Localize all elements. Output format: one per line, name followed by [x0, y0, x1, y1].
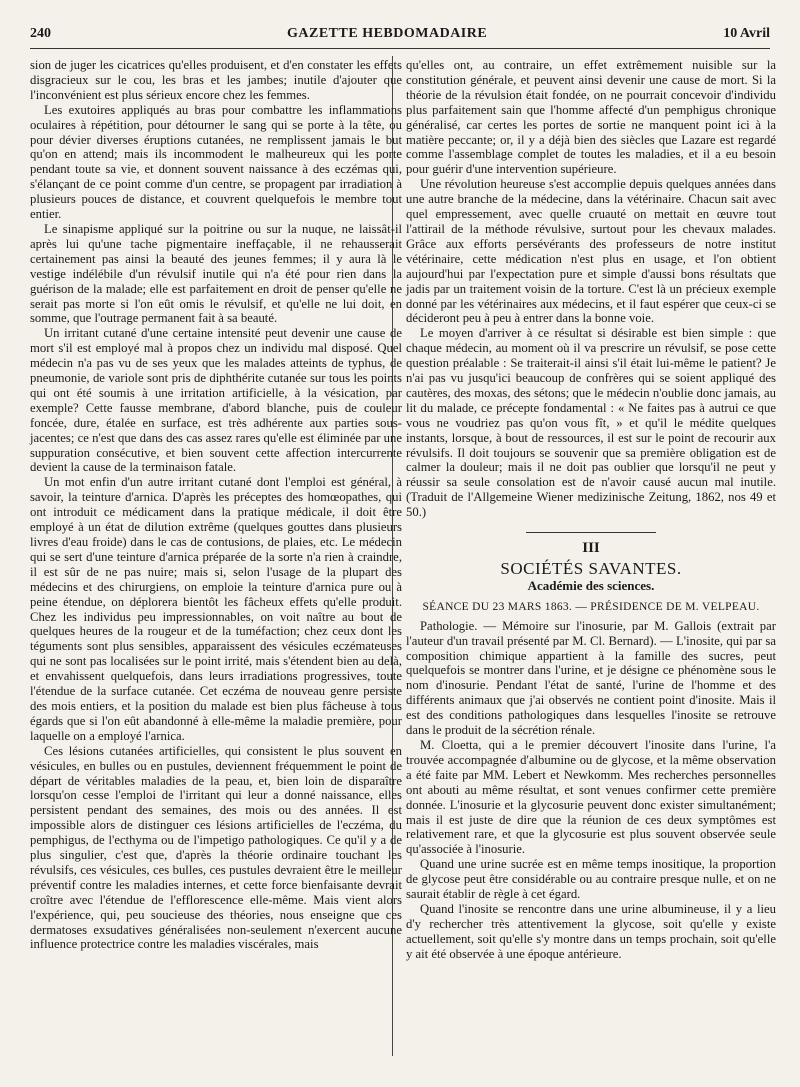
paragraph: Quand une urine sucrée est en même temps inositique, la proportion de glycose peut être considérable ou au contraire presque nulle, et on ne saurait établir de règle à cet égard.: [406, 857, 776, 902]
academy-heading: Académie des sciences.: [527, 577, 655, 593]
section-divider: [526, 532, 656, 533]
paragraph: M. Cloetta, qui a le premier découvert l'inosite dans l'urine, l'a trouvée accompagnée d'albumine ou de glycose, et la même observation a été faite par MM. Lebert et Newkomm. Mes recherches personnelles ont abouti au même résultat, et sont venues confirmer cette première donnée. L'inosurie et la glycosurie peuvent donc exister simultanément; mais il est juste de dire que la réunion de ces deux symptômes est relativement rare, et que la glycosurie est plus souvent observée seule qu'associée à l'inosurie.: [406, 737, 776, 857]
paragraph: Un mot enfin d'un autre irritant cutané dont l'emploi est général, à savoir, la teinture d'arnica. D'après les préceptes des homœopathes, qui ont introduit ce médicament dans la pratique médicale, il doit être employé à un état de dilution extrême (quelques gouttes dans plusieurs livres d'eau froide) dans le cas de contusions, de plaies, etc. Le médecin qui se sert d'une teinture d'arnica préparée de la sorte n'a rien à craindre, il est sûr de ne pas nuire; mais si, selon l'usage de la plupart des médecins et des chirurgiens, on emploie la teinture d'arnica pure ou à peine étendue, on déplorera bientôt les fâcheux effets qu'elle produit. Chez les individus peu impressionnables, on voit naître au bout de quelques heures de la rougeur et de la tuméfaction; chez ceux dont les téguments sont plus sensibles, apparaissent des vésicules eczémateuses qui ne sont pas localisées sur le point irrité, mais s'étendent bien au delà, et envahissent quelquefois, dans leurs irradiations progressives, toute l'étendue de la surface cutanée. Cet eczéma de nouveau genre persiste des mois entiers, et la position du malade est bien plus fâcheuse à tous égards que si l'on eût abandonné à elle-même la maladie première, pour laquelle on a employé l'arnica.: [30, 475, 402, 743]
paragraph: qu'elles ont, au contraire, un effet extrêmement nuisible sur la constitution générale, et peuvent ainsi devenir une cause de mort. Si la théorie de la révulsion était fondée, on ne pourrait concevoir d'individu plus parfaitement sain que l'homme affecté d'un pemphigus chronique généralisé, car certes les portes de sortie ne manquent point ici à la matière peccante; or, il y a déjà bien des siècles que Lazare est regardé comme l'assemblage complet de toutes les maladies, et il a eu besoin pour guérir d'une intervention supérieure.: [406, 58, 776, 177]
right-column: [406, 58, 776, 962]
section-title: SOCIÉTÉS SAVANTES.: [500, 559, 682, 578]
paragraph: Le moyen d'arriver à ce résultat si désirable est bien simple : que chaque médecin, au moment où il va prescrire un révulsif, se pose cette question préalable : Se traiterait-il ainsi s'il était lui-même le patient? Je n'ai pas vu jusqu'ici beaucoup de confrères qui se soient appliqué des cautères, des moxas, des sétons; que le médecin n'oublie donc jamais, au lit du malade, ce précepte fondamental : « Ne faites pas à autrui ce que vous ne voudriez pas qu'on vous fît, » et qu'il le médite quelques instants, lorsque, à bout de ressources, il est sur le point de recourir aux révulsifs. Il doit toujours se souvenir que sa première obligation est de calmer la douleur; mais il ne doit pas oublier que lorsqu'il ne peut y réussir sa seule consolation est de n'avoir causé aucun mal inutile. (Traduit de l'Allgemeine Wiener medizinische Zeitung, 1862, nos 49 et 50.): [406, 326, 776, 520]
paragraph: Pathologie. — Mémoire sur l'inosurie, par M. Gallois (extrait par l'auteur d'un travail présenté par M. Cl. Bernard). — L'inosite, qui par sa composition chimique appartient à la famille des sucres, peut quelquefois se montrer dans l'urine, et je désigne ce phénomène sous le nom d'inosurie. Pendant l'état de santé, l'urine de l'homme et des différents animaux que j'ai observés ne contient point d'inosite. Mais il est des conditions pathologiques dans lesquelles l'inosite se retrouve dans le produit de la sécrétion rénale.: [406, 618, 776, 738]
paragraph: sion de juger les cicatrices qu'elles produisent, et d'en constater les effets disgracieux sur le cou, les bras et les jambes; inutile d'ajouter que l'inconvénient est plus sérieux encore chez les femmes.: [30, 58, 402, 102]
seance-line: SÉANCE DU 23 MARS 1863. — PRÉSIDENCE DE M. VELPEAU.: [422, 600, 760, 613]
paragraph: Un irritant cutané d'une certaine intensité peut devenir une cause de mort s'il est employé mal à propos chez un individu mal disposé. Quel médecin n'a pas vu de ses yeux que les malades atteints de typhus, de pneumonie, de variole sont pris de diphthérite cutanée sur tous les points qui ont été soumis à une irritation artificielle, à la vésication, par exemple? Cette fausse membrane, d'abord blanche, puis de couleur foncée, dure, étalée en surface, est très adhérente aux parties sous-jacentes; ce n'est que dans des cas assez rares qu'elle est éliminée par une suppuration consécutive, et bien souvent cette affection intercurrente devient la cause de la terminaison fatale.: [30, 326, 402, 475]
page-header: [30, 26, 770, 49]
paragraph: Les exutoires appliqués au bras pour combattre les inflammations oculaires à répétition, pour détourner le sang qui se porte à la tête, ou pour dévier diverses éruptions cutanées, ne remplissent jamais le but qu'on en attend; mais ils incommodent le malheureux qui les porte pendant toute sa vie, et donnent souvent naissance à des eczémas qui, s'élançant de ce point comme d'un centre, se propagent par irradiation à plusieurs pouces de distance, et couvrent quelquefois le membre tout entier.: [30, 102, 402, 222]
section-number: III: [582, 540, 600, 557]
paragraph: Ces lésions cutanées artificielles, qui consistent le plus souvent en vésicules, en bulles ou en pustules, deviennent fréquemment le point de départ de véritables maladies de la peau, et, bien loin de disparaître lorsqu'on cesse l'emploi de l'irritant qui leur a donné naissance, elles persistent pendant des semaines, des mois ou des années. Il est impossible alors de distinguer ces lésions artificielles de l'eczéma, du pemphigus, de l'ecthyma ou de l'impetigo pathologiques. Ce qu'il y a de plus singulier, c'est que, d'après la théorie ordinaire touchant les révulsifs, ces vésicules, ces bulles, ces pustules devraient être le meilleur préventif contre les maladies internes, et cette force bienfaisante devrait croître avec l'étendue de l'efflorescence elle-même. Mais vient alors l'expérience, qui, peu soucieuse des théories, nous enseigne que ces dermatoses exsudatives généralisées non-seulement n'exercent aucune influence protectrice contre les maladies viscérales, mais: [30, 743, 402, 952]
issue-date: 10 Avril: [723, 26, 770, 41]
page-number: 240: [30, 26, 51, 41]
journal-title: GAZETTE HEBDOMADAIRE: [287, 26, 488, 41]
paragraph: Une révolution heureuse s'est accomplie depuis quelques années dans une autre branche de la médecine, dans la vétérinaire. Chacun sait avec quel empressement, avec quelle cruauté on mettait en œuvre tout l'attirail de la méthode révulsive, surtout pour les chevaux malades. Grâce aux efforts persévérants des professeurs de notre institut vétérinaire, cette médication n'est plus en usage, et l'on obtient aujourd'hui par l'expectation pure et simple d'aussi bons résultats que jadis par un traitement voisin de la torture. C'est là un précieux exemple donné par les vétérinaires aux médecins, et il faut espérer que ceux-ci se décideront peu à peu à entrer dans la bonne voie.: [406, 177, 776, 326]
paragraph: Quand l'inosite se rencontre dans une urine albumineuse, il y a lieu d'y rechercher très attentivement la glycose, soit qu'elle y existe actuellement, soit qu'elle s'y montre dans un temps prochain, soit qu'elle y ait été observée à une époque antérieure.: [406, 901, 776, 961]
paragraph: Le sinapisme appliqué sur la poitrine ou sur la nuque, ne laissât-il après lui qu'une tache pigmentaire ineffaçable, il ne rehausserait certainement pas ainsi la beauté des jeunes femmes; il y aura là le vestige indélébile d'un révulsif inutile qui n'a été pour rien dans la guérison de la malade; elle est parfaitement en droit de penser qu'elle ne serait pas morte si l'on eût omis le révulsif, et qu'elle ne lui doit, en somme, que l'outrage permanent fait à sa beauté.: [30, 221, 402, 326]
left-column: [30, 58, 402, 952]
